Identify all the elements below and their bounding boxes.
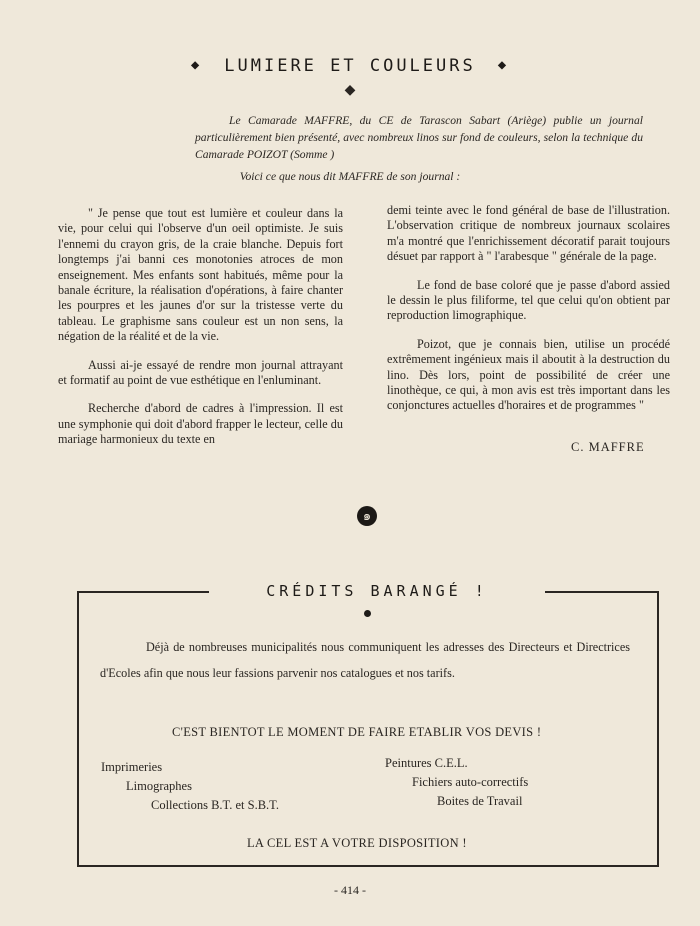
credits-cta: C'EST BIENTOT LE MOMENT DE FAIRE ETABLIR VOS DEVIS ! <box>172 725 542 739</box>
list-item: Collections B.T. et S.B.T. <box>151 798 280 812</box>
list-item: Boites de Travail <box>437 794 523 808</box>
article-title: LUMIERE ET COULEURS <box>224 56 476 76</box>
article-intro: Le Camarade MAFFRE, du CE de Tarascon Sabart (Ariège) publie un journal particulièrement bien présenté, avec nombreux linos sur fond de couleurs, selon la technique du Camarade POIZOT (Somme ) <box>195 114 643 161</box>
paragraph: Recherche d'abord de cadres à l'impression. Il est une symphonie qui doit d'abord frapper le lecteur, celle du mariage harmonieux du texte en <box>58 401 343 447</box>
paragraph: demi teinte avec le fond général de base de l'illustration. L'observation critique de nombreux journaux scolaires m'a montré que l'enrichissement décoratif parait toujours désuet par rapport à " l'arabesque " générale de la page. <box>387 203 670 264</box>
article-column-left <box>58 206 343 461</box>
paragraph: " Je pense que tout est lumière et couleur dans la vie, pour celui qui l'observe d'un oeil optimiste. Je suis l'ennemi du crayon gris, de la craie blanche. Depuis fort longtemps j'ai banni ces monotonies atroces de mon enseignement. Mes enfants sont habitués, même pour la banale écriture, la réalisation d'opérations, à faire chanter les pourpres et les jaunes d'or sur la tristesse verte du tableau. Le graphisme sans couleur est un non sens, la négation de la réalité et de la vie. <box>58 206 343 344</box>
article-column-right <box>387 203 670 427</box>
paragraph: Le fond de base coloré que je passe d'abord assied le dessin le plus filiforme, tel que celui qu'on obtient par reproduction limographique. <box>387 277 670 323</box>
article-signature: C. MAFFRE <box>571 440 645 454</box>
paragraph: Aussi ai-je essayé de rendre mon journal attrayant et formatif au point de vue esthétique en l'enluminant. <box>58 357 343 388</box>
diamond-ornament-icon: ◆ <box>344 83 356 98</box>
article-lead: Voici ce que nous dit MAFFRE de son journal : <box>239 170 461 183</box>
box-border <box>77 591 209 593</box>
page-number: - 414 - <box>334 883 366 897</box>
box-border <box>545 591 657 593</box>
credits-text: Déjà de nombreuses municipalités nous communiquent les adresses des Directeurs et Directrices d'Ecoles afin que nous leur fassions parvenir nos catalogues et nos tarifs. <box>100 640 630 680</box>
list-item: Limographes <box>126 779 192 793</box>
swirl-ornament-icon: ๑ <box>357 506 377 526</box>
dot-ornament-icon <box>364 610 371 617</box>
article-title-row <box>0 56 700 76</box>
credits-footer: LA CEL EST A VOTRE DISPOSITION ! <box>247 836 467 850</box>
list-item: Fichiers auto-correctifs <box>412 775 529 789</box>
credits-title: CRÉDITS BARANGÉ ! <box>266 582 488 600</box>
diamond-ornament-icon: ◆ <box>190 57 203 73</box>
list-item: Imprimeries <box>101 760 163 774</box>
list-item: Peintures C.E.L. <box>385 756 468 770</box>
paragraph: Poizot, que je connais bien, utilise un procédé extrêmement ingénieux mais il aboutit à la destruction du lino. Dès lors, point de possibilité de créer une linothèque, ce qui, à mon avis est très important dans les conjonctures actuelles d'horaires et de programmes " <box>387 336 670 413</box>
diamond-ornament-icon: ◆ <box>497 57 510 73</box>
